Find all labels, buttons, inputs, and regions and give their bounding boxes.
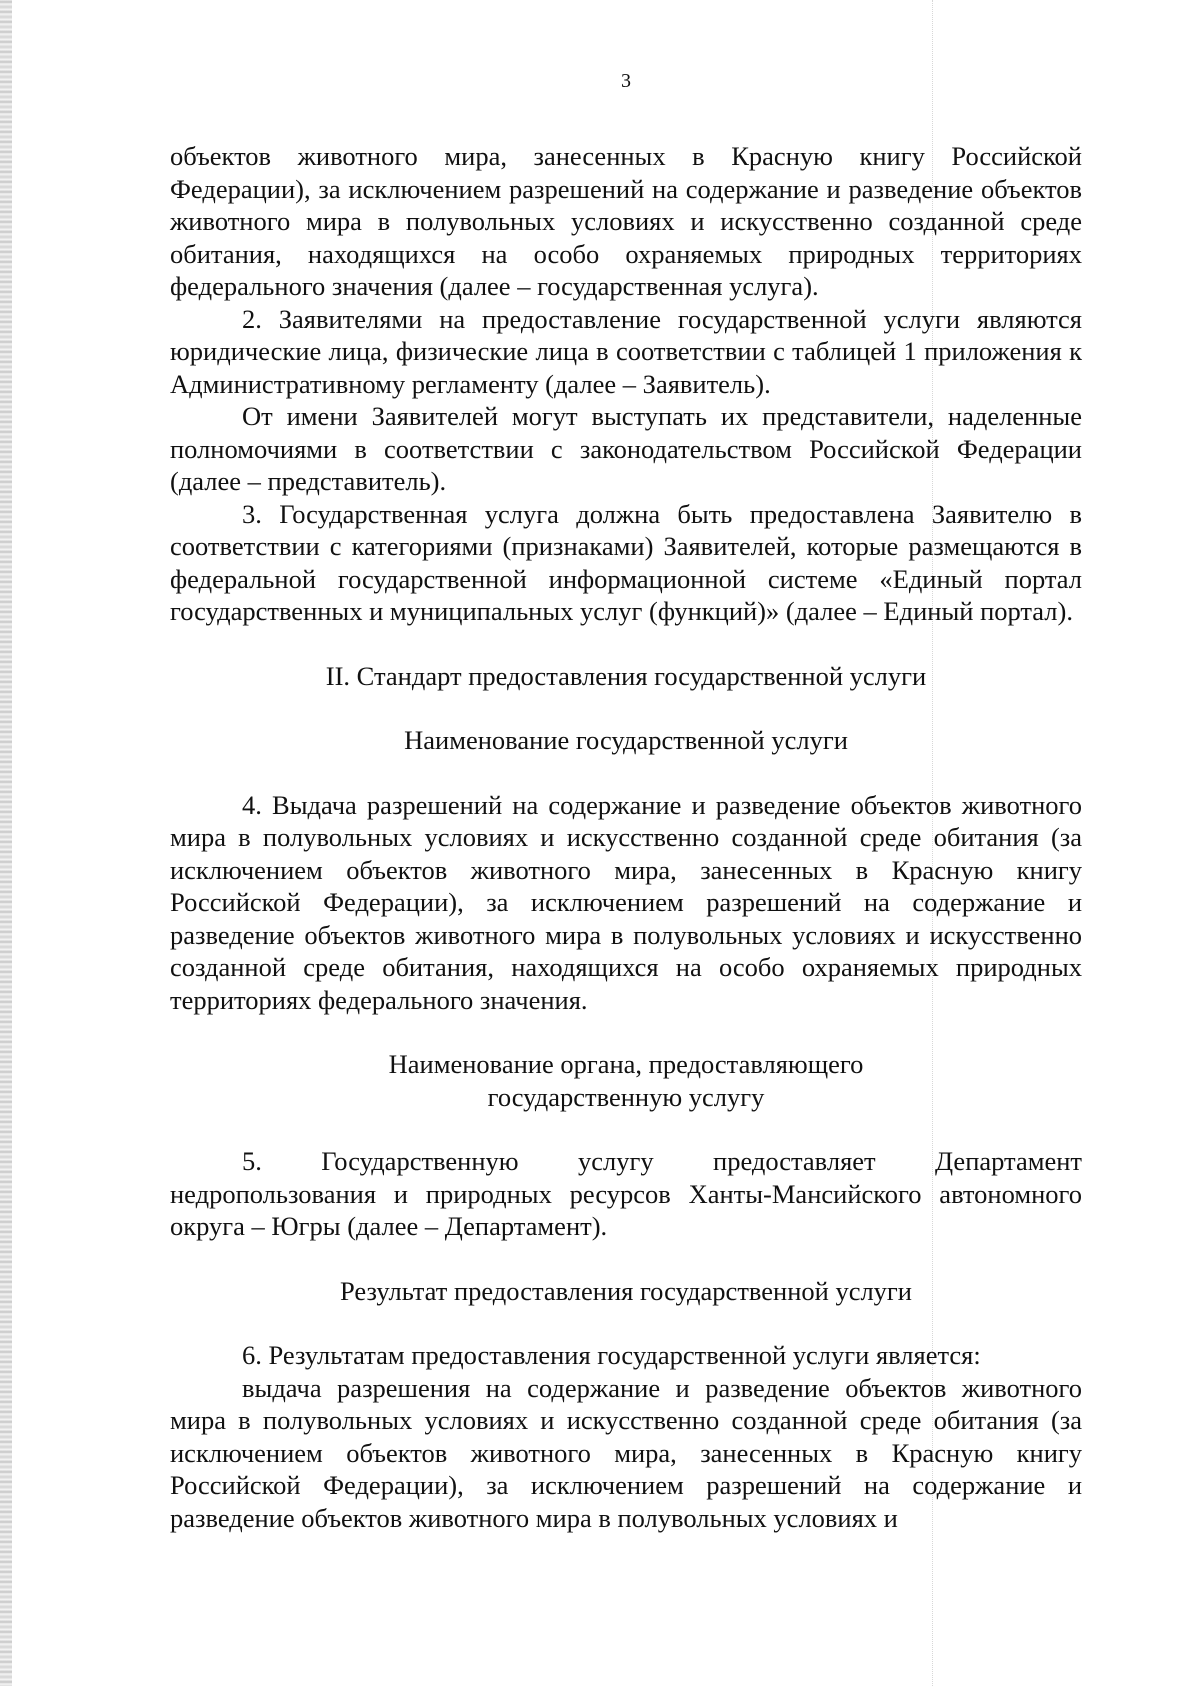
- subheading-service-name: Наименование государственной услуги: [404, 725, 848, 755]
- paragraph-5: 5. Государственную услугу предоставляет Департамент недропользования и природных ресурсов Ханты-Мансийского автономного округа – Югры (далее – Департамент).: [170, 1146, 1082, 1241]
- spacer: [170, 1243, 1082, 1275]
- paragraph-6: 6. Результатам предоставления государственной услуги является:: [242, 1340, 981, 1370]
- section-heading: II. Стандарт предоставления государственной услуги: [325, 660, 927, 691]
- subheading-authority-line-2: государственную услугу: [487, 1081, 765, 1112]
- subheading-result: Результат предоставления государственной услуги: [340, 1275, 912, 1306]
- paragraph-3: 3. Государственная услуга должна быть предоставлена Заявителю в соответствии с категориями (признаками) Заявителей, которые размещаются в федеральной государственной информационной системе «Единый портал государственных и муниципальных услуг (функций)» (далее – Единый портал).: [170, 498, 1082, 626]
- paragraph-4: 4. Выдача разрешений на содержание и разведение объектов животного мира в полувольных условиях и искусственно созданной среде обитания (за исключением объектов животного мира, занесенных в Красную книгу Российской Федерации), за исключением разрешений на содержание и разведение объектов животного мира в полувольных условиях и искусственно созданной среде обитания, находящихся на особо охраняемых природных территориях федерального значения.: [170, 789, 1082, 1015]
- spacer: [170, 1307, 1082, 1339]
- paragraph-2: 2. Заявителями на предоставление государственной услуги являются юридические лица, физические лица в соответствии с таблицей 1 приложения к Административному регламенту (далее – Заявитель).: [170, 303, 1082, 399]
- page-number: 3: [621, 70, 631, 92]
- subheading-authority-line-1: Наименование органа, предоставляющего: [388, 1049, 864, 1079]
- spacer: [170, 1113, 1082, 1145]
- spacer: [170, 757, 1082, 789]
- paragraph-6-result: выдача разрешения на содержание и разведение объектов животного мира в полувольных условиях и искусственно созданной среде обитания (за исключением объектов животного мира, занесенных в Красную книгу Российской Федерации), за исключением разрешений на содержание и разведение объектов животного мира в полувольных условиях и: [170, 1372, 1082, 1533]
- scan-edge: [0, 0, 12, 1686]
- intro-paragraph: объектов животного мира, занесенных в Красную книгу Российской Федерации), за исключением разрешений на содержание и разведение объектов животного мира в полувольных условиях и искусственно созданной среде обитания, находящихся на особо охраняемых природных территориях федерального значения (далее – государственная услуга).: [170, 141, 1082, 301]
- spacer: [170, 692, 1082, 724]
- spacer: [170, 628, 1082, 660]
- spacer: [170, 1016, 1082, 1048]
- document-body: [170, 140, 1082, 1534]
- paragraph-2-representatives: От имени Заявителей могут выступать их представители, наделенные полномочиями в соответствии с законодательством Российской Федерации (далее – представитель).: [170, 401, 1082, 496]
